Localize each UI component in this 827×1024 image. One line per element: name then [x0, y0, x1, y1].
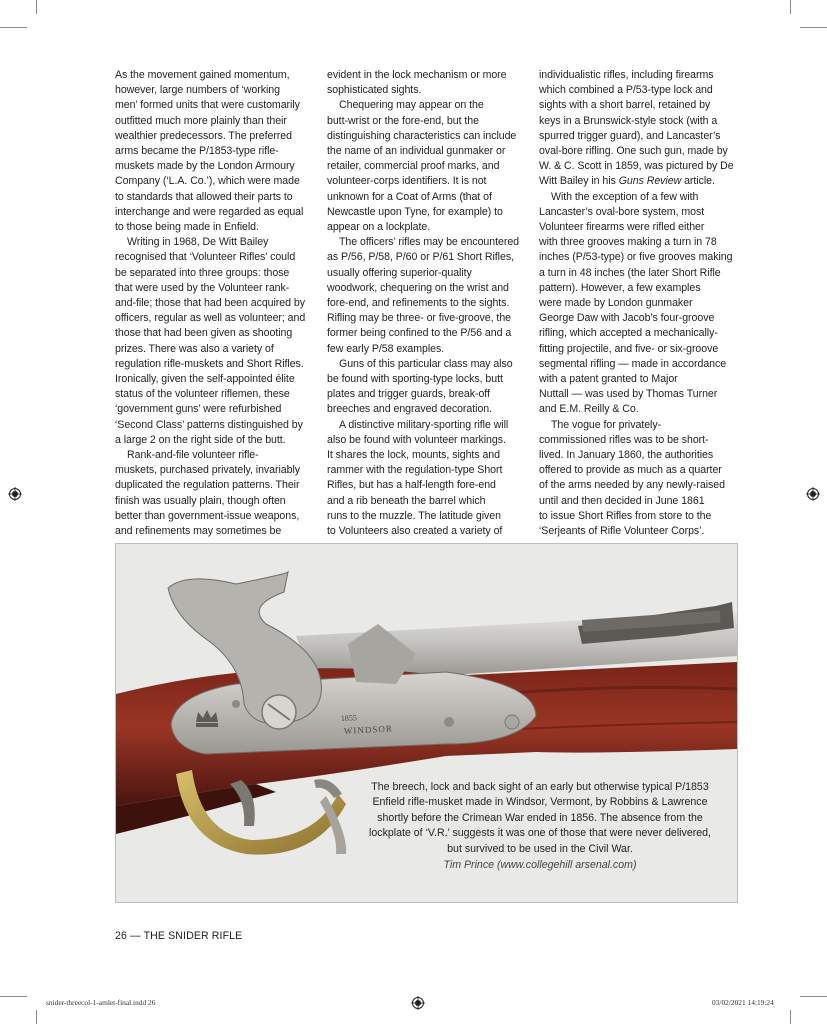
caption-line: shortly before the Crimean War ended in 1856. The absence from the [377, 811, 703, 824]
body-text-line: inches (P/53-type) or five grooves making [539, 251, 733, 264]
body-text-line: those that had been given as shooting [115, 327, 293, 340]
body-text-line: also be found with volunteer markings. [327, 433, 506, 446]
caption-line: but survived to be used in the Civil War. [447, 842, 633, 855]
crop-mark [800, 27, 827, 28]
body-text-line: rifling, which accepted a mechanically- [539, 327, 718, 340]
body-text-line: and a rib beneath the barrel which [327, 494, 486, 507]
body-text-line: duplicated the regulation patterns. Their [115, 479, 300, 492]
crop-mark [790, 0, 791, 14]
body-text-line: Chequering may appear on the [339, 99, 484, 112]
caption-line: lockplate of ‘V.R.’ suggests it was one of those that were never delivered, [369, 827, 711, 840]
body-text-line: as P/56, P/58, P/60 or P/61 Short Rifles, [327, 251, 514, 264]
body-text-line: Nuttall — was used by Thomas Turner [539, 388, 718, 401]
body-text-line: ‘Serjeants of Rifle Volunteer Corps’. [539, 525, 705, 538]
body-text-line: of the arms needed by any newly-raised [539, 479, 725, 492]
body-text-line: finish was usually plain, though often [115, 494, 286, 507]
body-text-line: evident in the lock mechanism or more [327, 69, 507, 81]
caption-line: Enfield rifle-musket made in Windsor, Vermont, by Robbins & Lawrence [372, 796, 708, 809]
slug-filename: snider-threecol-1-amlet-final.indd 26 [46, 998, 156, 1007]
body-text-line: regulation rifle-muskets and Short Rifles. [115, 357, 304, 370]
body-text-line: Rank-and-file volunteer rifle- [127, 449, 259, 462]
photo-caption [356, 780, 724, 873]
body-text-line: spurred trigger guard), and Lancaster’s [539, 129, 721, 142]
slug-datetime: 03/02/2021 14:19:24 [712, 998, 774, 1007]
crop-mark [800, 996, 827, 997]
text-column-3 [539, 68, 741, 539]
body-text-line: sophisticated sights. [327, 84, 422, 97]
crop-mark [36, 0, 37, 14]
crop-mark [36, 1010, 37, 1024]
body-text-line: with three grooves making a turn in 78 [539, 236, 717, 249]
body-text-line: men’ formed units that were customarily [115, 99, 300, 112]
body-text-line: The officers’ rifles may be encountered [339, 236, 520, 249]
body-text-line: with a patent granted to Major [539, 373, 678, 386]
body-text-line: arms became the P/1853-type rifle- [115, 145, 279, 158]
body-text-line: appear on a lockplate. [327, 221, 431, 234]
body-text-line: George Daw with Jacob’s four-groove [539, 312, 715, 325]
body-text-line: interchange and were regarded as equal [115, 205, 304, 218]
body-text-line: to Volunteers also created a variety of [327, 525, 503, 538]
body-text-line: woodwork, chequering on the wrist and [327, 281, 509, 294]
caption-line: The breech, lock and back sight of an early but otherwise typical P/1853 [371, 781, 709, 793]
body-text-line: breeches and engraved decoration. [327, 403, 493, 416]
body-text-line: Rifles, but has a half-length fore-end [327, 479, 496, 492]
body-text-line: Newcastle upon Tyne, for example) to [327, 205, 503, 218]
body-text-line: Ironically, given the self-appointed élite [115, 373, 295, 386]
body-text-line: Rifling may be three- or five-groove, the [327, 312, 512, 325]
body-text-line: usually offering superior-quality [327, 266, 472, 279]
body-text-line: Company (‘L.A. Co.’), which were made [115, 175, 300, 188]
body-text-line: prizes. There was also a variety of [115, 342, 274, 355]
body-text-line: commissioned rifles was to be short- [539, 433, 709, 446]
body-text-line: pattern). However, a few examples [539, 281, 701, 294]
body-text-line: The vogue for privately- [551, 418, 662, 431]
body-text-line: former being confined to the P/56 and a [327, 327, 512, 340]
body-text-line: ‘government guns’ were refurbished [115, 403, 282, 416]
body-text-line: be found with sporting-type locks, butt [327, 373, 503, 386]
body-text-line: butt-wrist or the fore-end, but the [327, 114, 479, 127]
body-text-line: were made by London gunmaker [539, 297, 693, 310]
crop-mark [0, 996, 27, 997]
body-text-line: Witt Bailey in his Guns Review article. [539, 175, 715, 188]
body-text-line: however, large numbers of ‘working [115, 84, 280, 97]
body-text-line: fore-end, and refinements to the sights. [327, 297, 510, 310]
body-text-line: which combined a P/53-type lock and [539, 84, 713, 97]
body-text-line: ‘Second Class’ patterns distinguished by [115, 418, 303, 431]
body-text-line: keys in a Brunswick-style stock (with a [539, 114, 718, 127]
registration-mark-icon [8, 487, 22, 501]
body-text-line: Volunteer firearms were rifled either [539, 221, 705, 234]
rifle-photo [115, 543, 738, 903]
body-text-line: that were used by the Volunteer rank- [115, 281, 290, 294]
registration-mark-icon [411, 996, 425, 1010]
body-text-line: A distinctive military-sporting rifle will [339, 418, 509, 431]
body-text-line: As the movement gained momentum, [115, 69, 290, 81]
body-text-line: be separated into three groups: those [115, 266, 290, 279]
body-text-line: muskets made by the London Armoury [115, 160, 295, 173]
crop-mark [790, 1010, 791, 1024]
body-text-line: and refinements may sometimes be [115, 525, 282, 538]
body-text-line: rammer with the regulation-type Short [327, 464, 503, 477]
body-text-line: to those being made in Enfield. [115, 221, 259, 234]
body-text-line: Guns of this particular class may also [339, 357, 513, 370]
publication-title: Guns Review [618, 175, 682, 188]
text-column-2 [327, 68, 529, 539]
body-text-line: the name of an individual gunmaker or [327, 145, 506, 158]
body-text-line: unknown for a Coat of Arms (that of [327, 190, 492, 203]
body-text-line: With the exception of a few with [551, 190, 699, 203]
lockplate-maker: WINDSOR [343, 723, 394, 736]
body-text-line: wealthier predecessors. The preferred [115, 129, 292, 142]
body-text-line: outfitted much more plainly than their [115, 114, 287, 127]
body-text-line: runs to the muzzle. The latitude given [327, 509, 501, 522]
body-text-line: muskets, purchased privately, invariably [115, 464, 301, 477]
body-text-line: retailer, commercial proof marks, and [327, 160, 500, 173]
photo-credit: Tim Prince (www.collegehill arsenal.com) [443, 859, 637, 872]
body-text-line: oval-bore rifling. One such gun, made by [539, 145, 728, 158]
body-text-line: lived. In January 1860, the authorities [539, 449, 714, 462]
body-text-line: distinguishing characteristics can include [327, 129, 517, 142]
body-text-line: and-file; those that had been acquired by [115, 297, 305, 310]
body-text-line: Lancaster’s oval-bore system, most [539, 205, 705, 218]
body-text-line: to standards that allowed their parts to [115, 190, 293, 203]
body-text-line: status of the volunteer riflemen, these [115, 388, 290, 401]
crop-mark [0, 27, 27, 28]
body-text-line: a turn in 48 inches (the later Short Rifle [539, 266, 721, 279]
body-text-line: better than government-issue weapons, [115, 509, 300, 522]
body-text-line: few early P/58 examples. [327, 342, 445, 355]
body-text-line: a large 2 on the right side of the butt. [115, 433, 286, 446]
body-text-line: and E.M. Reilly & Co. [539, 403, 639, 416]
body-text-line: individualistic rifles, including firearms [539, 69, 714, 81]
body-text-line: sights with a short barrel, retained by [539, 99, 711, 112]
text-column-1 [115, 68, 317, 539]
page-folio: 26 — THE SNIDER RIFLE [115, 930, 243, 942]
body-text-line: volunteer-corps identifiers. It is not [327, 175, 487, 188]
body-text-line: plates and trigger guards, break-off [327, 388, 490, 401]
body-text-line: Writing in 1968, De Witt Bailey [127, 236, 269, 249]
body-text-line: offered to provide as much as a quarter [539, 464, 722, 477]
body-text-line: W. & C. Scott in 1859, was pictured by De [539, 160, 734, 173]
body-text-line: segmental rifling — made in accordance [539, 357, 727, 370]
body-text-line: It shares the lock, mounts, sights and [327, 449, 500, 462]
body-text-line: recognised that ‘Volunteer Rifles’ could [115, 251, 296, 264]
lockplate-year: 1855 [340, 713, 358, 723]
registration-mark-icon [806, 487, 820, 501]
body-text-line: officers, regular as well as volunteer; and [115, 312, 306, 325]
body-text-line: to issue Short Rifles from store to the [539, 509, 712, 522]
body-text-line: until and then decided in June 1861 [539, 494, 705, 507]
body-text-line: fitting projectile, and five- or six-groove [539, 342, 719, 355]
